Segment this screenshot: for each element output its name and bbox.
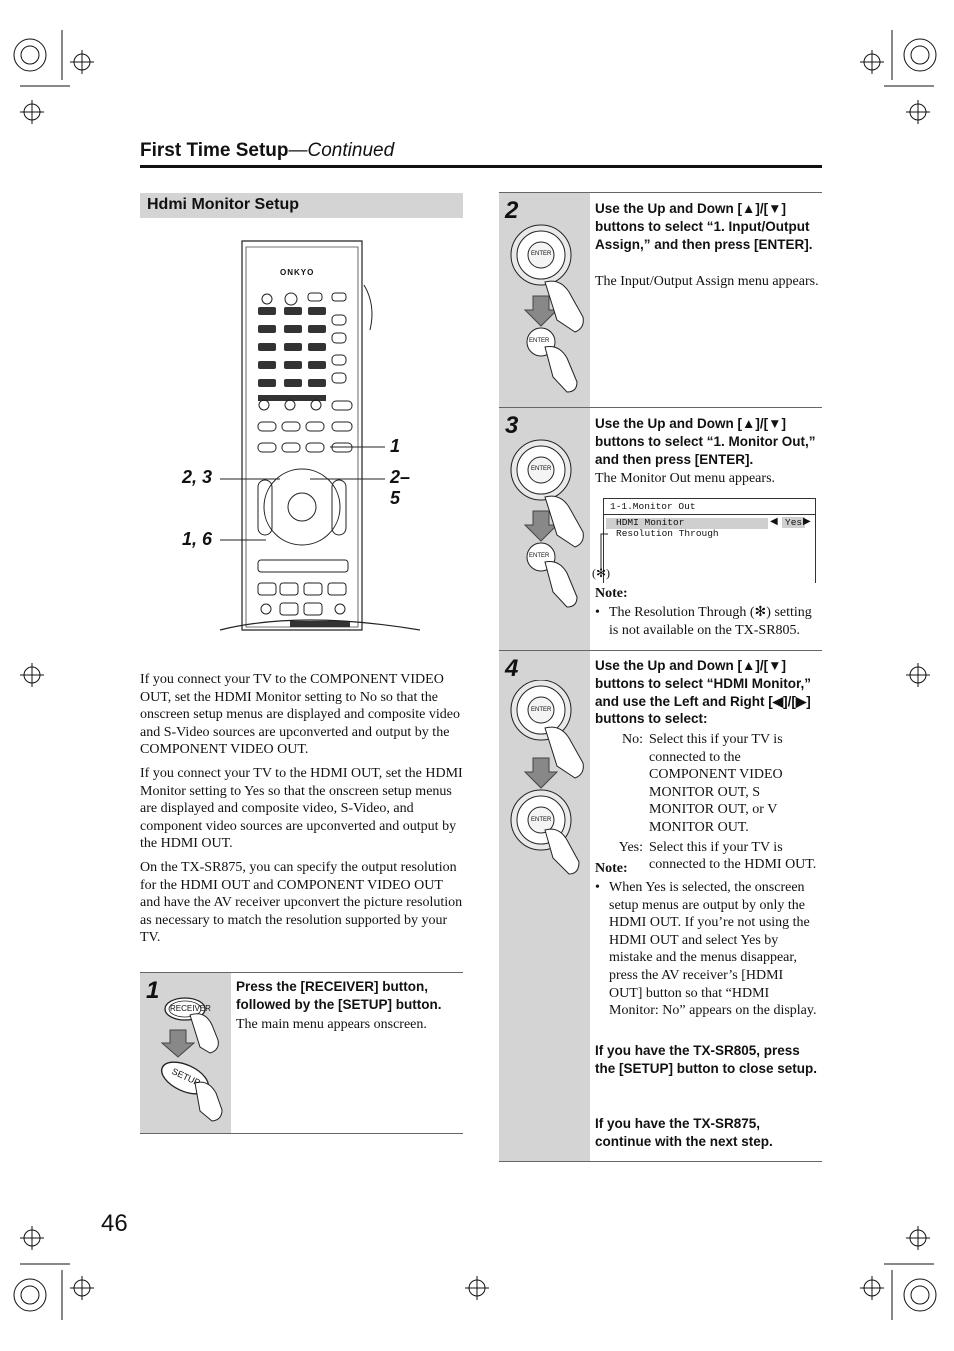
osd-right-arrow-icon: ▶ — [803, 516, 811, 527]
enter-button-drawing — [505, 222, 590, 397]
step1-number: 1 — [146, 977, 160, 1004]
enter-label: ENTER — [529, 338, 550, 344]
osd-title-rule — [604, 514, 815, 515]
step4-note — [595, 879, 820, 1020]
osd-row-hdmi-monitor: HDMI Monitor — [616, 517, 685, 528]
step2-text: The Input/Output Assign menu appears. — [595, 274, 819, 289]
step4-note-heading: Note: — [595, 861, 628, 876]
header-rule — [140, 165, 822, 168]
option-yes — [595, 839, 820, 874]
step3-number: 3 — [505, 412, 519, 439]
option-desc: Select this if your TV is connected to the COMPONENT VIDEO MONITOR OUT, S MONITOR OUT, or V MONITOR OUT. — [649, 732, 783, 835]
callout-1: 1 — [390, 436, 401, 456]
intro-paragraph: If you connect your TV to the HDMI OUT, set the HDMI Monitor setting to Yes so that the onscreen setup menus are displayed and composite video, S-Video, and component video sources are upconverted and output by the HDMI OUT. — [140, 765, 463, 852]
step3-note — [595, 604, 820, 639]
step1-bottom-rule — [140, 1133, 463, 1134]
step3-note-heading: Note: — [595, 586, 628, 601]
bullet: • — [595, 605, 600, 620]
callout-2-5: 2–5 — [390, 467, 411, 508]
intro-paragraph: On the TX-SR875, you can specify the output resolution for the HDMI OUT and COMPONENT VIDEO OUT and have the AV receiver upconvert the picture resolution as necessary to match the resolution supported by your TV. — [140, 859, 463, 946]
enter-label: ENTER — [531, 707, 552, 713]
osd-screen — [603, 498, 816, 583]
osd-asterisk-label: (✻) — [592, 566, 611, 580]
page-header — [140, 140, 394, 162]
option-desc: Select this if your TV is connected to the HDMI OUT. — [649, 839, 817, 873]
osd-title: 1-1.Monitor Out — [610, 501, 696, 512]
step4-number: 4 — [505, 655, 519, 682]
remote-illustration — [180, 235, 420, 645]
section-title: Hdmi Monitor Setup — [147, 196, 299, 213]
option-term: Yes: — [618, 839, 643, 855]
step4-instruction: Use the Up and Down [▲]/[▼] buttons to select “HDMI Monitor,” and use the Left and Right [◀]/[▶] buttons to select: — [595, 658, 811, 727]
step1-text: The main menu appears onscreen. — [236, 1017, 427, 1032]
tx-sr875-instruction: If you have the TX-SR875, continue with the next step. — [595, 1116, 773, 1149]
callout-1-6: 1, 6 — [182, 529, 213, 549]
header-title: First Time Setup — [140, 140, 289, 161]
osd-row-value: Yes — [782, 517, 805, 528]
page-number: 46 — [101, 1210, 128, 1237]
remote-brand: ONKYO — [280, 268, 315, 277]
step2-instruction: Use the Up and Down [▲]/[▼] buttons to select “1. Input/Output Assign,” and then press [ENTER]. — [595, 201, 813, 252]
enter-label: ENTER — [531, 817, 552, 823]
header-continued: —Continued — [288, 140, 395, 161]
step1-instruction: Press the [RECEIVER] button, followed by the [SETUP] button. — [236, 979, 442, 1012]
step3-text: The Monitor Out menu appears. — [595, 471, 776, 486]
remote-control-drawing — [180, 235, 420, 645]
step4-note-text: When Yes is selected, the onscreen setup menus are output by only the HDMI OUT. If you’re not using the HDMI OUT and select Yes by mistake and the menus disappear, press the AV receiver’s [HDMI OUT] button so that “HDMI Monitor: No” appears on the display. — [609, 880, 817, 1019]
receiver-button-label: RECEIVER — [170, 1004, 211, 1013]
enter-label: ENTER — [529, 553, 550, 559]
osd-left-arrow-icon: ◀ — [770, 516, 778, 527]
intro-text — [140, 671, 463, 953]
section-title-bar — [140, 193, 463, 218]
receiver-setup-buttons-drawing — [150, 995, 230, 1130]
step3-note-text: The Resolution Through (✻) setting is not available on the TX-SR805. — [609, 605, 812, 638]
tx-sr805-instruction: If you have the TX-SR805, press the [SETUP] button to close setup. — [595, 1043, 817, 1076]
enter-label: ENTER — [531, 251, 552, 257]
callout-2-3: 2, 3 — [182, 467, 213, 487]
option-term: No: — [622, 732, 643, 747]
intro-paragraph: If you connect your TV to the COMPONENT VIDEO OUT, set the HDMI Monitor setting to No so that the onscreen setup menus are displayed and composite video and S-Video sources are upconverted and output by the COMPONENT VIDEO OUT. — [140, 672, 460, 758]
step4-options — [595, 731, 820, 874]
step3-instruction: Use the Up and Down [▲]/[▼] buttons to select “1. Monitor Out,” and then press [ENTER]. — [595, 416, 816, 467]
step4-bottom-rule — [499, 1161, 822, 1162]
enter-label: ENTER — [531, 466, 552, 472]
option-no — [595, 731, 820, 837]
enter-button-drawing — [505, 437, 590, 612]
osd-row-resolution-through: Resolution Through — [616, 528, 719, 539]
setup-button-label: SETUP — [170, 1066, 202, 1088]
bullet: • — [595, 880, 600, 895]
step2-number: 2 — [505, 197, 519, 224]
